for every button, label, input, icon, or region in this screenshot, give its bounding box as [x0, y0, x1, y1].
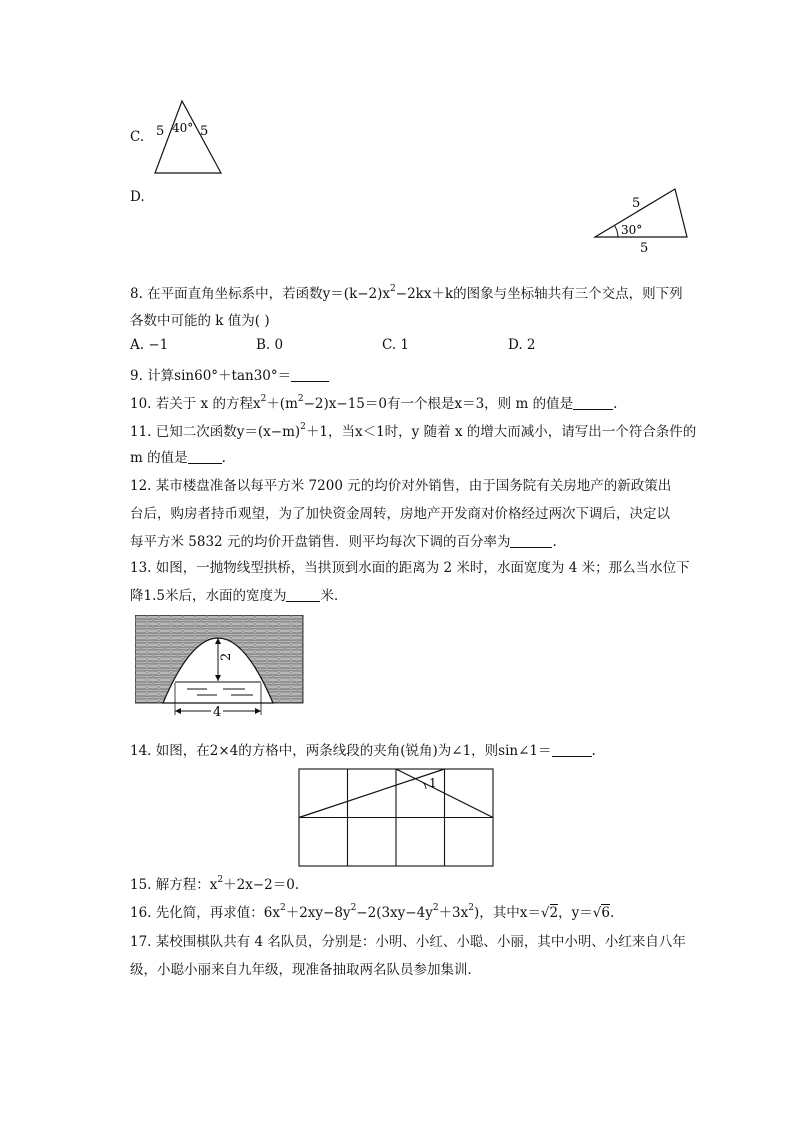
choice-c: C. 1: [382, 337, 410, 353]
sqrt-symbol: √: [540, 905, 550, 921]
question-13-line1: 13. 如图，一抛物线型拱桥，当拱顶到水面的距离为 2 米时，水面宽度为 4 米；那么当水位下: [130, 560, 690, 576]
answer-blank[interactable]: [188, 451, 222, 464]
bridge-height-label: 2: [219, 652, 234, 661]
question-8-line2: 各数中可能的 k 值为( ): [130, 313, 270, 329]
option-d-triangle: [590, 185, 695, 257]
choice-b: B. 0: [256, 337, 284, 353]
choice-a: A. −1: [130, 337, 169, 353]
option-d-angle: 30°: [621, 223, 643, 237]
question-14: 14. 如图，在2×4的方格中，两条线段的夹角(锐角)为∠1，则sin∠1＝ .: [130, 743, 596, 759]
bridge-width-label: 4: [213, 705, 222, 720]
question-16: 16. 先化简，再求值：$6x^2+2xy-8y^2-2(3xy-4y^2+3x^2)$，其中x＝√2，y＝√6.: [130, 903, 615, 921]
question-17-line1: 17. 某校围棋队共有 4 名队员，分别是：小明、小红、小聪、小丽，其中小明、小红来自八年: [130, 934, 686, 950]
option-c-label: C.: [130, 129, 145, 145]
question-8-line1: 8. 在平面直角坐标系中，若函数$y=(k-2)x^2-2kx+k$的图象与坐标轴共有三个交点，则下列: [130, 284, 683, 302]
question-9: 9. 计算sin60°＋tan30°＝: [130, 364, 329, 384]
option-c-side-right: 5: [200, 124, 209, 139]
answer-blank[interactable]: [552, 744, 592, 757]
question-15: 15. 解方程：$x^2+2x-2=0$.: [130, 875, 300, 893]
sqrt-symbol: √: [592, 905, 602, 921]
option-d-label: D.: [130, 189, 145, 205]
answer-blank[interactable]: [573, 397, 613, 410]
option-d-side-top: 5: [632, 196, 641, 211]
option-c-side-left: 5: [156, 124, 165, 139]
question-11-line2: m 的值是 .: [130, 450, 226, 466]
question-17-line2: 级，小聪小丽来自九年级，现准备抽取两名队员参加集训．: [130, 962, 481, 978]
answer-blank[interactable]: [286, 589, 320, 602]
question-12-line2: 台后，购房者持币观望，为了加快资金周转，房地产开发商对价格经过两次下调后，决定以: [130, 506, 670, 522]
grid-figure: [297, 767, 497, 870]
option-c-angle: 40°: [172, 121, 194, 135]
question-10: 10. 若关于 x 的方程$x^2+(m^2-2)x-15=0$有一个根是x＝3，则 m 的值是 .: [130, 394, 618, 412]
option-d-side-bottom: 5: [640, 241, 649, 256]
question-13-line2: 降1.5米后，水面的宽度为 米．: [130, 588, 348, 604]
question-11-line1: 11. 已知二次函数$y=(x-m)^2+1$，当x＜1时，y 随着 x 的增大而减小，请写出一个符合条件的: [130, 422, 697, 440]
answer-blank[interactable]: [291, 369, 329, 382]
grid-angle-label: 1: [429, 776, 437, 790]
question-12-line1: 12. 某市楼盘准备以每平方米 7200 元的均价对外销售，由于国务院有关房地产的新政策出: [130, 478, 672, 494]
arch-bridge-figure: [135, 615, 305, 720]
option-c-triangle: [150, 95, 230, 177]
choice-d: D. 2: [508, 337, 536, 353]
question-12-line3: 每平方米 5832 元的均价开盘销售．则平均每次下调的百分率为 .: [130, 534, 557, 550]
answer-blank[interactable]: [510, 535, 552, 548]
